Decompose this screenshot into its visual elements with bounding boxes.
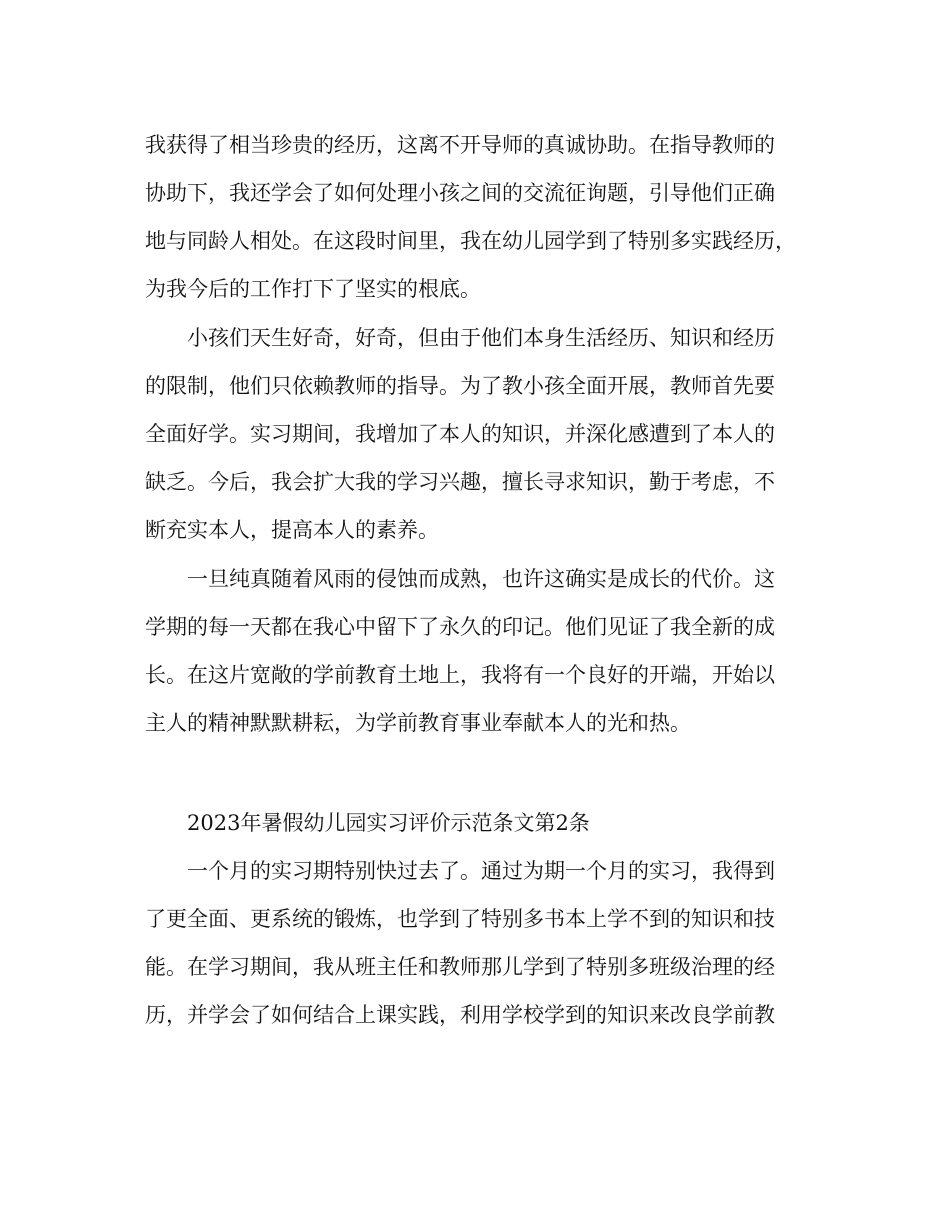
paragraph-2-line-2: 的限制，他们只依赖教师的指导。为了教小孩全面开展，教师首先要 [145,374,775,398]
paragraph-4-line-2: 了更全面、更系统的锻炼，也学到了特别多书本上学不到的知识和技 [145,907,775,931]
paragraph-3-line-2: 学期的每一天都在我心中留下了永久的印记。他们见证了我全新的成 [145,615,775,639]
paragraph-1-line-2: 协助下，我还学会了如何处理小孩之间的交流征询题，引导他们正确 [145,181,775,205]
paragraph-3-line-3: 长。在这片宽敞的学前教育土地上，我将有一个良好的开端，开始以 [145,663,775,687]
paragraph-1-line-4: 为我今后的工作打下了坚实的根底。 [145,277,481,301]
section-heading: 2023年暑假幼儿园实习评价示范条文第2条 [187,811,590,835]
paragraph-2-line-4: 缺乏。今后，我会扩大我的学习兴趣，擅长寻求知识，勤于考虑，不 [145,470,775,494]
paragraph-1-line-1: 我获得了相当珍贵的经历，这离不开导师的真诚协助。在指导教师的 [145,133,775,157]
paragraph-2-line-1: 小孩们天生好奇，好奇，但由于他们本身生活经历、知识和经历 [187,326,775,350]
paragraph-4-line-1: 一个月的实习期特别快过去了。通过为期一个月的实习，我得到 [187,859,775,883]
paragraph-4-line-3: 能。在学习期间，我从班主任和教师那儿学到了特别多班级治理的经 [145,955,775,979]
paragraph-4-line-4: 历，并学会了如何结合上课实践，利用学校学到的知识来改良学前教 [145,1003,775,1027]
paragraph-1-line-3: 地与同龄人相处。在这段时间里，我在幼儿园学到了特别多实践经历， [145,229,796,253]
paragraph-2-line-3: 全面好学。实习期间，我增加了本人的知识，并深化感遭到了本人的 [145,422,775,446]
paragraph-3-line-1: 一旦纯真随着风雨的侵蚀而成熟，也许这确实是成长的代价。这 [187,567,775,591]
paragraph-3-line-4: 主人的精神默默耕耘，为学前教育事业奉献本人的光和热。 [145,711,691,735]
paragraph-2-line-5: 断充实本人，提高本人的素养。 [145,518,439,542]
